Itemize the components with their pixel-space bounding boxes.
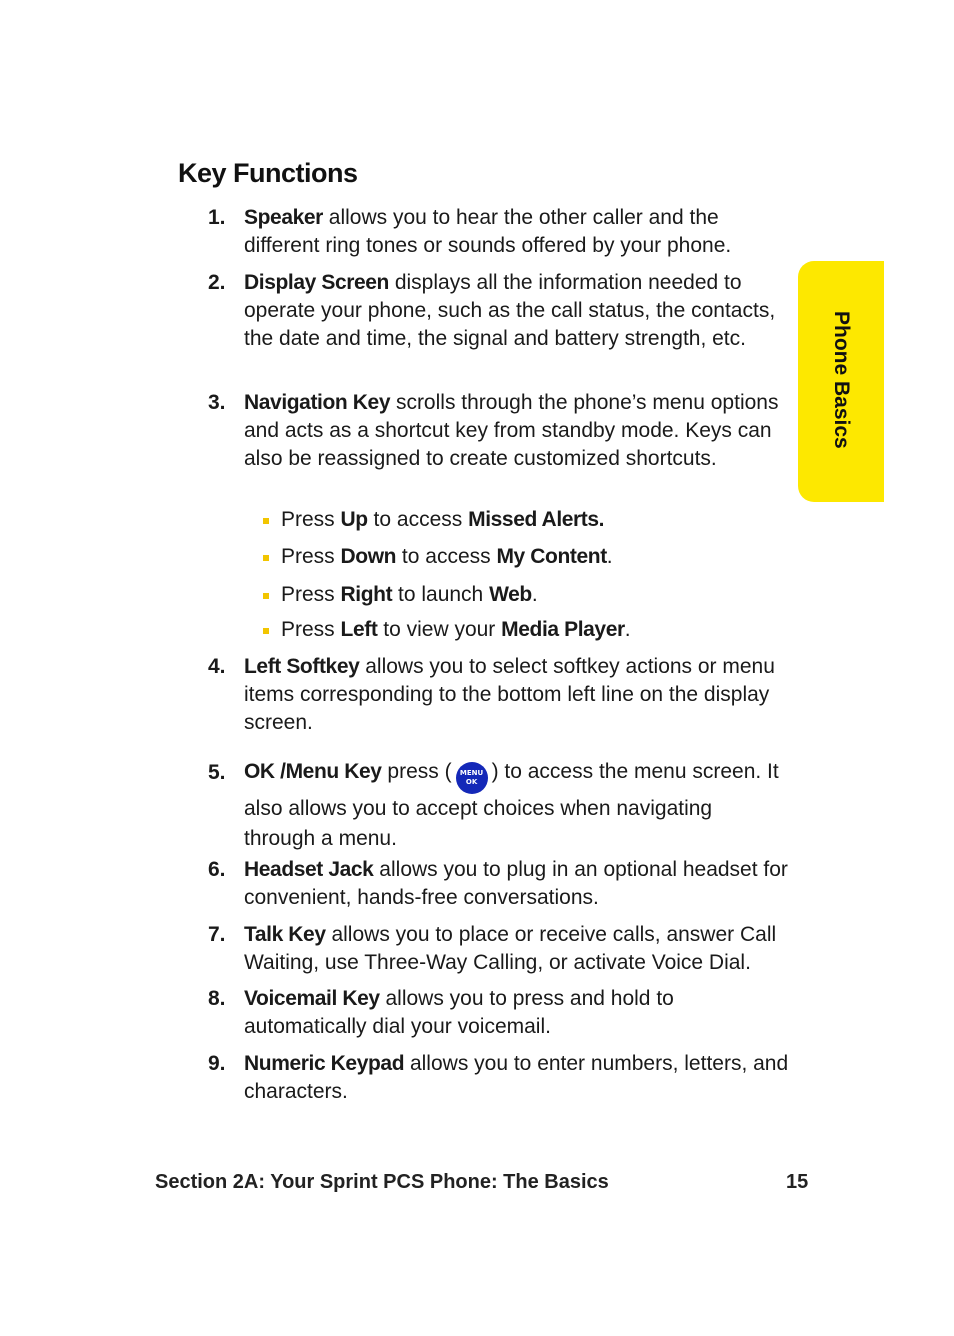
item-number: 4. [208,655,226,678]
item-term: Left Softkey [244,655,360,678]
item-text: allows you to place or receive calls, answer Call Waiting, use Three-Way Calling, or activate Voice Dial. [244,923,777,974]
bullet-text: to access [367,508,469,531]
bullet-key: Left [340,618,378,641]
item-text: allows you to press and hold to automatically dial your voicemail. [244,987,674,1038]
footer-section-title: Section 2A: Your Sprint PCS Phone: The Basics [155,1171,609,1193]
bullet-key: Up [340,508,368,531]
item-text: allows you to plug in an optional headset for convenient, hands-free conversations. [244,858,788,909]
bullet-target: Missed Alerts. [468,508,605,531]
item-number: 3. [208,391,226,414]
item-text: allows you to select softkey actions or menu items corresponding to the bottom left line on the display screen. [244,655,775,734]
bullet-text: . [624,618,631,641]
ok-icon-label: OK [465,778,478,786]
item-term: Headset Jack [244,858,374,881]
bullet-text: to launch [392,583,490,606]
bullet-text: . [606,545,613,568]
bullet-text: to access [396,545,497,568]
bullet-text: to view your [377,618,502,641]
item-term: OK /Menu Key [244,760,382,783]
bullet-text: Press [281,618,341,641]
item-term: Talk Key [244,923,326,946]
bullet-text: Press [281,508,341,531]
item-number: 5. [208,761,226,784]
item-number: 2. [208,271,226,294]
item-number: 7. [208,923,226,946]
section-tab [798,261,884,502]
bullet-square-icon [263,628,269,634]
item-text: press ( [381,760,452,783]
page-number: 15 [786,1171,809,1193]
menu-ok-key-icon [456,762,488,794]
item-text: scrolls through the phone’s menu options and acts as a shortcut key from standby mode. Keys can also be reassigned to create customized shortcuts. [244,391,779,470]
bullet-target: My Content [496,545,607,568]
bullet-key: Right [340,583,393,606]
item-text: allows you to hear the other caller and the different ring tones or sounds offered by your phone. [244,206,732,257]
menu-icon-label: MENU [459,769,484,777]
item-term: Voicemail Key [244,987,380,1010]
item-number: 6. [208,858,226,881]
bullet-square-icon [263,593,269,599]
item-term: Speaker [244,206,323,229]
item-text: allows you to enter numbers, letters, and characters. [244,1052,789,1103]
item-text: displays all the information needed to operate your phone, such as the call status, the contacts, the date and time, the signal and battery strength, etc. [244,271,776,350]
bullet-text: . [531,583,538,606]
item-number: 8. [208,987,226,1010]
bullet-target: Web [489,583,532,606]
item-term: Navigation Key [244,391,391,414]
bullet-text: Press [281,545,341,568]
item-number: 9. [208,1052,226,1075]
bullet-square-icon [263,518,269,524]
section-tab-label: Phone Basics [830,311,853,449]
page-heading: Key Functions [178,158,358,188]
item-term: Numeric Keypad [244,1052,405,1075]
bullet-text: Press [281,583,341,606]
bullet-square-icon [263,555,269,561]
item-term: Display Screen [244,271,389,294]
item-text: ) to access the menu screen. It also allows you to accept choices when navigating through a menu. [244,760,779,850]
item-number: 1. [208,206,226,229]
bullet-key: Down [340,545,397,568]
bullet-target: Media Player [501,618,625,641]
